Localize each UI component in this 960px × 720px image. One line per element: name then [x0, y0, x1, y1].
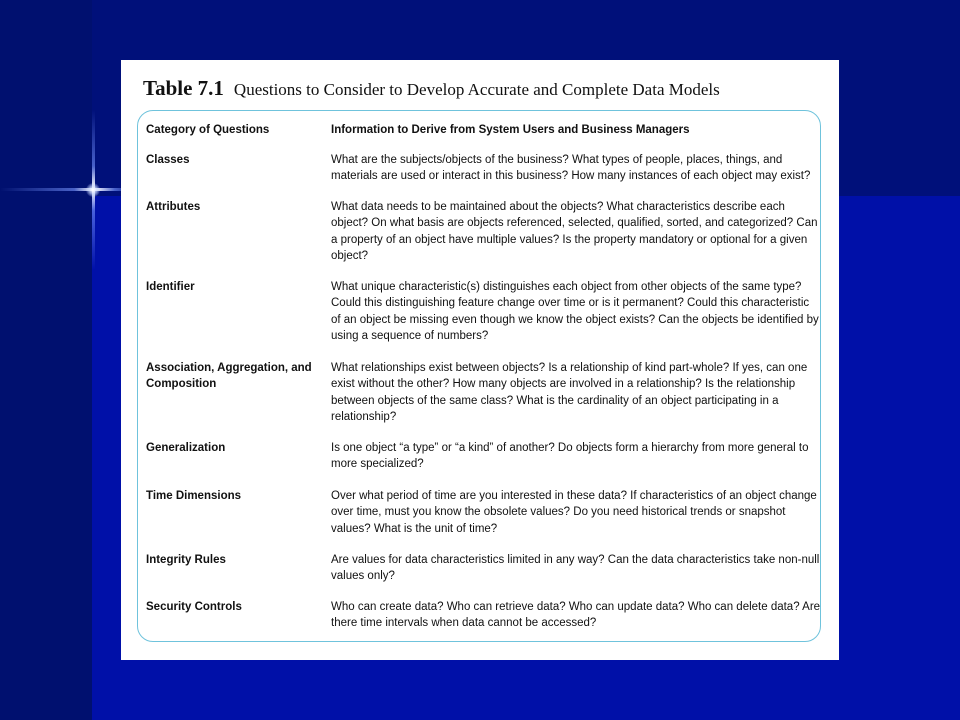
- background-left-band: [0, 0, 92, 720]
- row-category: Security Controls: [146, 601, 242, 613]
- table-title: Questions to Consider to Develop Accurate and Complete Data Models: [233, 80, 720, 99]
- sparkle-star-icon: [86, 183, 100, 197]
- table-caption: [143, 76, 720, 101]
- row-category: Attributes: [146, 201, 201, 213]
- row-information: What relationships exist between objects? Is a relationship of kind part-whole? If yes, can one exist without the other? How many objects are involved in a relationship? Is the relationship between objects of the same class? What is the cardinality of an object participating in a relationship?: [331, 362, 808, 423]
- row-category: Time Dimensions: [146, 490, 242, 502]
- row-information: Who can create data? Who can retrieve data? Who can update data? Who can delete data? Are there time intervals when data cannot be accessed?: [331, 601, 821, 630]
- table-image: [121, 60, 839, 660]
- row-category: Classes: [146, 154, 190, 166]
- row-category: Identifier: [146, 281, 195, 293]
- sparkle-horizontal-icon: [0, 188, 135, 191]
- header-information: Information to Derive from System Users and Business Managers: [331, 124, 690, 136]
- row-information: What are the subjects/objects of the business? What types of people, places, things, and materials are used or interact in this business? How many instances of each object may exist?: [331, 154, 811, 183]
- table-number: Table 7.1: [143, 76, 224, 100]
- row-information: What data needs to be maintained about the objects? What characteristics describe each object? On what basis are objects referenced, selected, qualified, sorted, and categorized? Can a property of an object have multiple values? Is the property mandatory or optional for a given object?: [331, 201, 818, 262]
- row-information: What unique characteristic(s) distinguishes each object from other objects of the same type? Could this distinguishing feature change over time or is it permanent? Could this characteristic of an object be missing even though we know the object exists? Can the objects be identified by using a sequence of numbers?: [331, 281, 819, 342]
- header-category: Category of Questions: [146, 124, 270, 136]
- row-information: Is one object “a type” or “a kind” of another? Do objects form a hierarchy from more general to more specialized?: [331, 442, 809, 471]
- row-information: Are values for data characteristics limited in any way? Can the data characteristics take non-null values only?: [331, 554, 820, 583]
- row-category: Generalization: [146, 442, 226, 454]
- row-category: Association, Aggregation, and Composition: [146, 362, 312, 391]
- row-information: Over what period of time are you interested in these data? If characteristics of an object change over time, must you know the obsolete values? Do you need historical trends or snapshot values? What is the unit of time?: [331, 490, 817, 535]
- row-category: Integrity Rules: [146, 554, 226, 566]
